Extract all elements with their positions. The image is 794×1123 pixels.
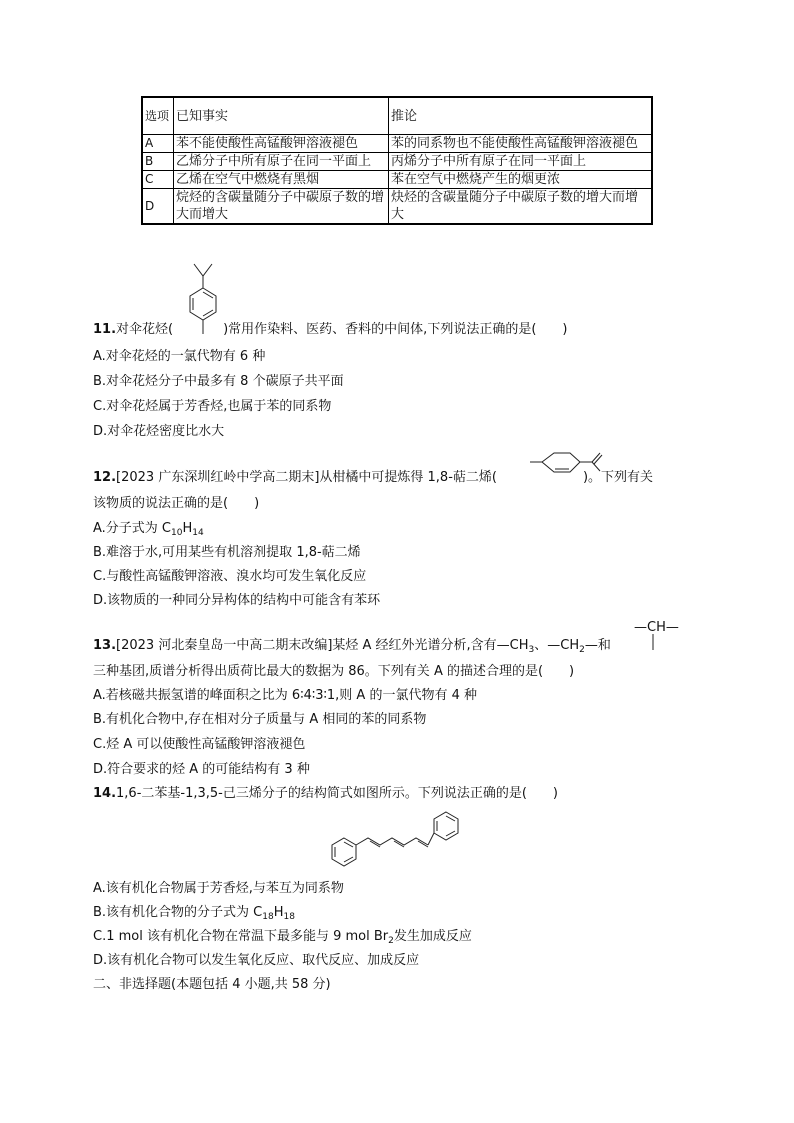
subscript: 3 [528,645,535,655]
row-inference: 苯的同系物也不能使酸性高锰酸钾溶液褪色 [389,135,653,153]
table-row [142,189,652,225]
table-row [142,171,652,189]
element-h: H [182,521,193,536]
q12-option-d: D.该物质的一种同分异构体的结构中可能含有苯环 [93,593,381,608]
q14-option-d: D.该有机化合物可以发生氧化反应、取代反应、加成反应 [93,953,420,968]
ch-bond-line [650,634,656,652]
q13-stem-b: 、—CH [534,638,580,653]
q12-stem-a: [2023 广东深圳红岭中学高二期末]从柑橘中可提炼得 1,8-萜二烯( [116,470,497,485]
row-fact: 苯不能使酸性高锰酸钾溶液褪色 [174,135,389,153]
q11-stem-a: 对伞花烃( [116,322,174,337]
q13-option-c: C.烃 A 可以使酸性高锰酸钾溶液褪色 [93,737,306,752]
q14-option-c-suffix: 发生加成反应 [393,929,472,944]
q12-option-a-text: A.分子式为 C [93,521,172,536]
subscript: 18 [283,912,295,922]
table-row [142,135,652,153]
question-number: 11. [93,322,117,337]
row-inference: 丙烯分子中所有原子在同一平面上 [389,153,653,171]
q13-stem [93,636,611,656]
limonene-structure [526,449,610,489]
question-number: 13. [93,638,117,653]
q13-option-d: D.符合要求的烃 A 的可能结构有 3 种 [93,762,310,777]
ch-group: —CH— [634,620,679,635]
q14-option-b-text: B.该有机化合物的分子式为 C [93,905,263,920]
q14-option-c-text: C.1 mol 该有机化合物在常温下最多能与 9 mol Br [93,929,389,944]
q12-option-a [93,519,204,539]
q14-option-b [93,903,295,923]
q13-stem-d: 三种基团,质谱分析得出质荷比最大的数据为 86。下列有关 A 的描述合理的是( ) [93,664,575,679]
table-row [142,153,652,171]
header-option: 选项 [142,97,174,135]
q11-option-a: A.对伞花烃的一氯代物有 6 种 [93,349,266,364]
question-number: 14. [93,786,117,801]
row-fact: 乙烯在空气中燃烧有黑烟 [174,171,389,189]
q12-stem-c: 该物质的说法正确的是( ) [93,496,260,511]
row-option: B [142,153,174,171]
q13-option-a: A.若核磁共振氢谱的峰面积之比为 6∶4∶3∶1,则 A 的一氯代物有 4 种 [93,688,477,703]
subscript: 2 [388,936,394,946]
q14-option-a: A.该有机化合物属于芳香烃,与苯互为同系物 [93,881,344,896]
row-inference: 苯在空气中燃烧产生的烟更浓 [389,171,653,189]
q11-stem-b: )常用作染料、医药、香料的中间体,下列说法正确的是( ) [223,322,568,337]
q11-stem [93,320,567,340]
q13-option-b: B.有机化合物中,存在相对分子质量与 A 相同的苯的同系物 [93,712,427,727]
header-fact: 已知事实 [174,97,389,135]
subscript: 14 [192,528,204,538]
row-inference: 炔烃的含碳量随分子中碳原子数的增大而增大 [389,189,653,225]
facts-table [141,96,653,225]
table-header-row [142,97,652,135]
row-fact: 烷烃的含碳量随分子中碳原子数的增大而增大 [174,189,389,225]
q13-stem-a: [2023 河北秦皇岛一中高二期末改编]某烃 A 经红外光谱分析,含有—CH [116,638,529,653]
q12-stem-b: )。下列有关 [582,470,654,485]
q14-stem [93,784,558,804]
q13-stem-c: —和 [584,638,611,653]
row-fact: 乙烯分子中所有原子在同一平面上 [174,153,389,171]
header-inference: 推论 [389,97,653,135]
element-h: H [273,905,284,920]
row-option: D [142,189,174,225]
q14-option-c [93,927,472,947]
diphenylhexatriene-structure [328,808,464,872]
subscript: 18 [262,912,274,922]
question-number: 12. [93,470,117,485]
subscript: 2 [579,645,585,655]
row-option: A [142,135,174,153]
q11-option-d: D.对伞花烃密度比水大 [93,424,225,439]
section-heading: 二、非选择题(本题包括 4 小题,共 58 分) [93,977,331,992]
q11-option-c: C.对伞花烃属于芳香烃,也属于苯的同系物 [93,399,332,414]
q12-option-b: B.难溶于水,可用某些有机溶剂提取 1,8-萜二烯 [93,545,361,560]
q11-option-b: B.对伞花烃分子中最多有 8 个碳原子共平面 [93,374,344,389]
q12-option-c: C.与酸性高锰酸钾溶液、溴水均可发生氧化反应 [93,569,367,584]
q14-stem-text: 1,6-二苯基-1,3,5-己三烯分子的结构简式如图所示。下列说法正确的是( ) [116,786,558,801]
row-option: C [142,171,174,189]
subscript: 10 [171,528,183,538]
